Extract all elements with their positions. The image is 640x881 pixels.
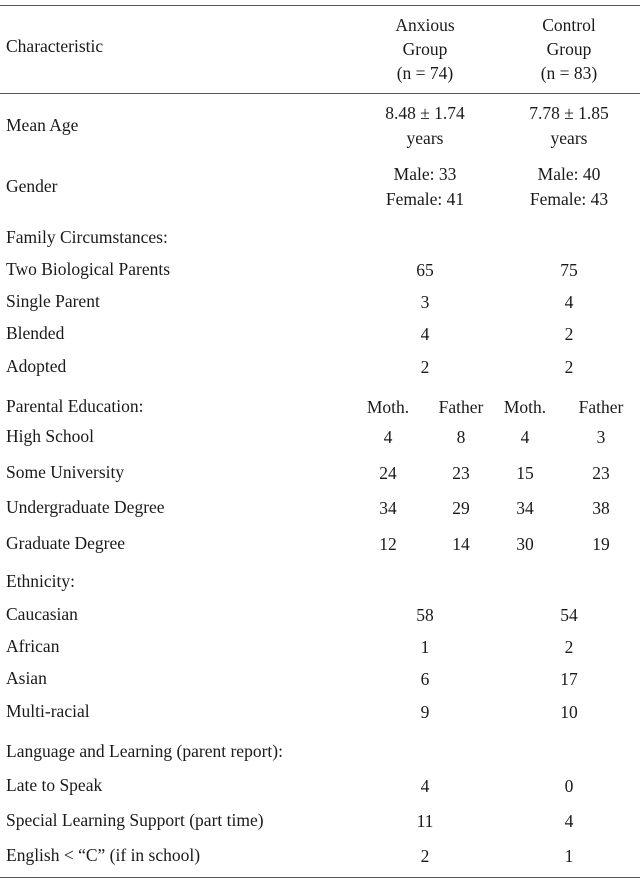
cell-value: 38 <box>592 498 610 518</box>
cell-value: 12 <box>379 534 397 554</box>
row-label: Special Learning Support (part time) <box>6 810 264 830</box>
cell-value: 30 <box>516 534 534 554</box>
row-label: Some University <box>6 462 125 482</box>
cell-value: 8 <box>456 427 466 447</box>
section-heading: Family Circumstances: <box>6 227 168 247</box>
subheader-anxious-father: Father <box>438 397 484 417</box>
anxious-value-line1: Male: 33 <box>393 164 457 184</box>
cell-value: 34 <box>516 498 534 518</box>
row-label: Graduate Degree <box>6 533 126 553</box>
anxious-value: 4 <box>420 324 430 344</box>
control-value: 2 <box>564 357 574 377</box>
row-label: Mean Age <box>6 115 79 135</box>
column-header-control-line3: (n = 83) <box>540 63 598 83</box>
anxious-value: 2 <box>420 357 430 377</box>
control-value: 75 <box>560 260 578 280</box>
cell-value: 4 <box>520 427 530 447</box>
control-value: 54 <box>560 605 578 625</box>
row-label: English < “C” (if in school) <box>6 845 201 865</box>
cell-value: 14 <box>452 534 470 554</box>
top-rule <box>0 5 640 6</box>
column-header-control-line1: Control <box>542 15 596 35</box>
row-label: Gender <box>6 176 58 196</box>
anxious-value: 1 <box>420 637 430 657</box>
cell-value: 24 <box>379 463 397 483</box>
cell-value: 4 <box>383 427 393 447</box>
control-value: 0 <box>564 776 574 796</box>
row-label: Blended <box>6 323 65 343</box>
control-value-line2: years <box>550 128 588 148</box>
anxious-value: 2 <box>420 846 430 866</box>
anxious-value-line2: years <box>406 128 444 148</box>
cell-value: 34 <box>379 498 397 518</box>
header-rule <box>0 93 640 94</box>
control-value-line1: Male: 40 <box>537 164 601 184</box>
anxious-value: 3 <box>420 292 430 312</box>
bottom-rule <box>0 877 640 878</box>
column-header-characteristic: Characteristic <box>6 36 104 56</box>
row-label: African <box>6 636 60 656</box>
control-value: 2 <box>564 324 574 344</box>
section-heading: Ethnicity: <box>6 571 76 591</box>
cell-value: 23 <box>592 463 610 483</box>
subheader-anxious-mother: Moth. <box>366 397 410 417</box>
control-value: 1 <box>564 846 574 866</box>
anxious-value: 58 <box>416 605 434 625</box>
control-value: 10 <box>560 702 578 722</box>
row-label: Undergraduate Degree <box>6 497 165 517</box>
subheader-control-father: Father <box>578 397 624 417</box>
control-value: 2 <box>564 637 574 657</box>
cell-value: 15 <box>516 463 534 483</box>
control-value: 4 <box>564 811 574 831</box>
anxious-value-line1: 8.48 ± 1.74 <box>385 103 465 123</box>
anxious-value: 65 <box>416 260 434 280</box>
cell-value: 19 <box>592 534 610 554</box>
column-header-anxious-line2: Group <box>402 39 448 59</box>
control-value: 17 <box>560 669 578 689</box>
row-label: Asian <box>6 668 47 688</box>
section-heading: Language and Learning (parent report): <box>6 741 283 761</box>
section-heading: Parental Education: <box>6 396 144 416</box>
control-value: 4 <box>564 292 574 312</box>
column-header-control-line2: Group <box>546 39 592 59</box>
row-label: Caucasian <box>6 604 78 624</box>
column-header-anxious-line1: Anxious <box>395 15 455 35</box>
control-value-line1: 7.78 ± 1.85 <box>529 103 609 123</box>
anxious-value: 4 <box>420 776 430 796</box>
anxious-value-line2: Female: 41 <box>385 189 465 209</box>
anxious-value: 11 <box>416 811 434 831</box>
row-label: Adopted <box>6 356 67 376</box>
row-label: Two Biological Parents <box>6 259 171 279</box>
subheader-control-mother: Moth. <box>503 397 547 417</box>
cell-value: 3 <box>596 427 606 447</box>
anxious-value: 6 <box>420 669 430 689</box>
column-header-anxious-line3: (n = 74) <box>396 63 454 83</box>
cell-value: 23 <box>452 463 470 483</box>
anxious-value: 9 <box>420 702 430 722</box>
control-value-line2: Female: 43 <box>529 189 609 209</box>
cell-value: 29 <box>452 498 470 518</box>
row-label: Multi-racial <box>6 701 90 721</box>
row-label: High School <box>6 426 94 446</box>
row-label: Late to Speak <box>6 775 103 795</box>
row-label: Single Parent <box>6 291 100 311</box>
